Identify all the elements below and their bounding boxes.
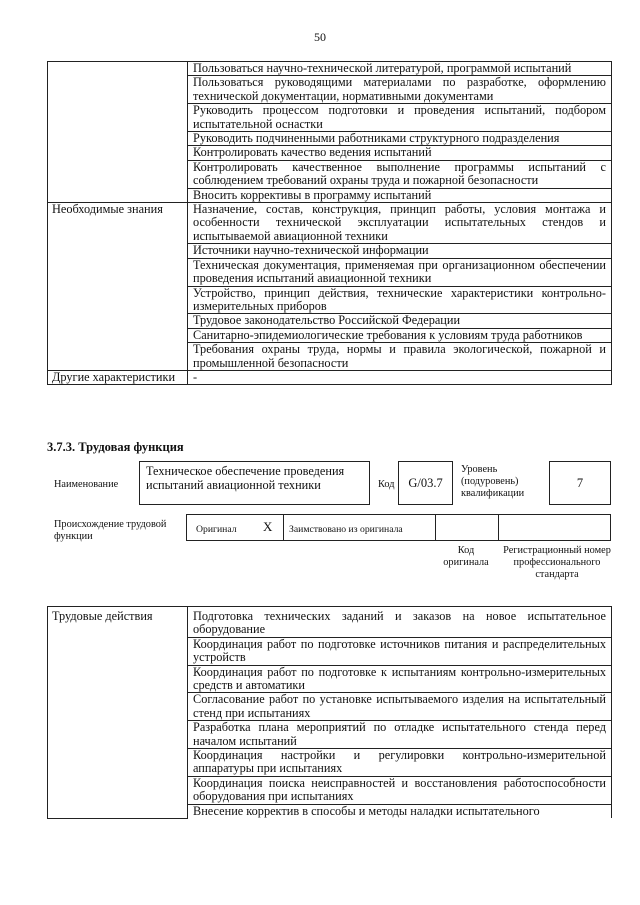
row-label-skills [48,62,188,203]
table-cell: Санитарно-эпидемиологические требования к условиям труда работников [188,328,612,342]
row-label-actions: Трудовые действия [48,607,188,819]
table-cell: Координация поиска неисправностей и восстановления работоспособности оборудования при испытаниях [188,776,612,804]
table-cell: Координация работ по подготовке к испытаниям контрольно-измерительных средств и автоматики [188,665,612,693]
table-cell: Разработка плана мероприятий по отладке испытательного стенда перед началом испытаний [188,721,612,749]
table-cell: Пользоваться научно-технической литературой, программой испытаний [188,62,612,76]
qualification-level-box: 7 [549,461,611,505]
level-label: Уровень (подуровень) квалификации [461,464,525,499]
table-cell: Требования охраны труда, нормы и правила экологической, пожарной и промышленной безопасности [188,343,612,371]
borrowed-label: Заимствовано из оригинала [289,524,403,535]
table-cell: Назначение, состав, конструкция, принцип работы, условия монтажа и особенности технической эксплуатации испытательных стендов и испытываемой авиационной техники [188,203,612,244]
row-label-knowledge: Необходимые знания [48,203,188,371]
original-label: Оригинал [196,524,237,535]
section-title: 3.7.3. Трудовая функция [47,440,184,454]
table-cell: Устройство, принцип действия, технические характеристики контрольно-измерительных приборов [188,286,612,314]
reg-number-cell [499,515,610,540]
skills-knowledge-table [47,61,612,385]
table-cell: Трудовое законодательство Российской Федерации [188,314,612,328]
table-cell: Внесение корректив в способы и методы наладки испытательного [188,804,612,818]
table-cell: Руководить процессом подготовки и проведения испытаний, подбором испытательной оснастки [188,104,612,132]
page-number: 50 [314,30,326,44]
table-cell: Согласование работ по установке испытываемого изделия на испытательный стенд при испытаниях [188,693,612,721]
table-cell: Пользоваться руководящими материалами по разработке, оформлению технической документации, нормативными документами [188,76,612,104]
code-label: Код [378,479,395,490]
original-cell [187,515,284,540]
table-cell: Координация настройки и регулировки контрольно-измерительной аппаратуры при испытаниях [188,749,612,777]
origin-row [186,514,611,541]
origin-label: Происхождение трудовой функции [54,519,167,542]
table-row [48,62,612,76]
code-original-label: Код оригинала [443,545,489,568]
table-cell: Источники научно-технической информации [188,244,612,258]
table-cell: Координация работ по подготовке источников питания и распределительных устройств [188,637,612,665]
table-row [48,203,612,244]
table-cell: Контролировать качество ведения испытаний [188,146,612,160]
table-row [48,607,612,638]
reg-number-label: Регистрационный номер профессионального стандарта [503,545,611,580]
borrowed-cell [284,515,436,540]
table-cell: - [188,370,612,384]
code-original-cell [436,515,499,540]
name-label: Наименование [54,479,119,490]
table-cell: Подготовка технических заданий и заказов на новое испытательное оборудование [188,607,612,638]
table-row [48,370,612,384]
table-cell: Вносить коррективы в программу испытаний [188,188,612,202]
labor-actions-table [47,606,612,819]
row-label-other: Другие характеристики [48,370,188,384]
table-cell: Руководить подчиненными работниками структурного подразделения [188,132,612,146]
function-name-box: Техническое обеспечение проведения испытаний авиационной техники [139,461,370,505]
table-cell: Техническая документация, применяемая при организационном обеспечении проведения испытаний авиационной техники [188,258,612,286]
table-cell: Контролировать качественное выполнение программы испытаний с соблюдением требований охраны труда и пожарной безопасности [188,160,612,188]
function-code-box: G/03.7 [398,461,453,505]
original-mark: X [263,519,273,534]
